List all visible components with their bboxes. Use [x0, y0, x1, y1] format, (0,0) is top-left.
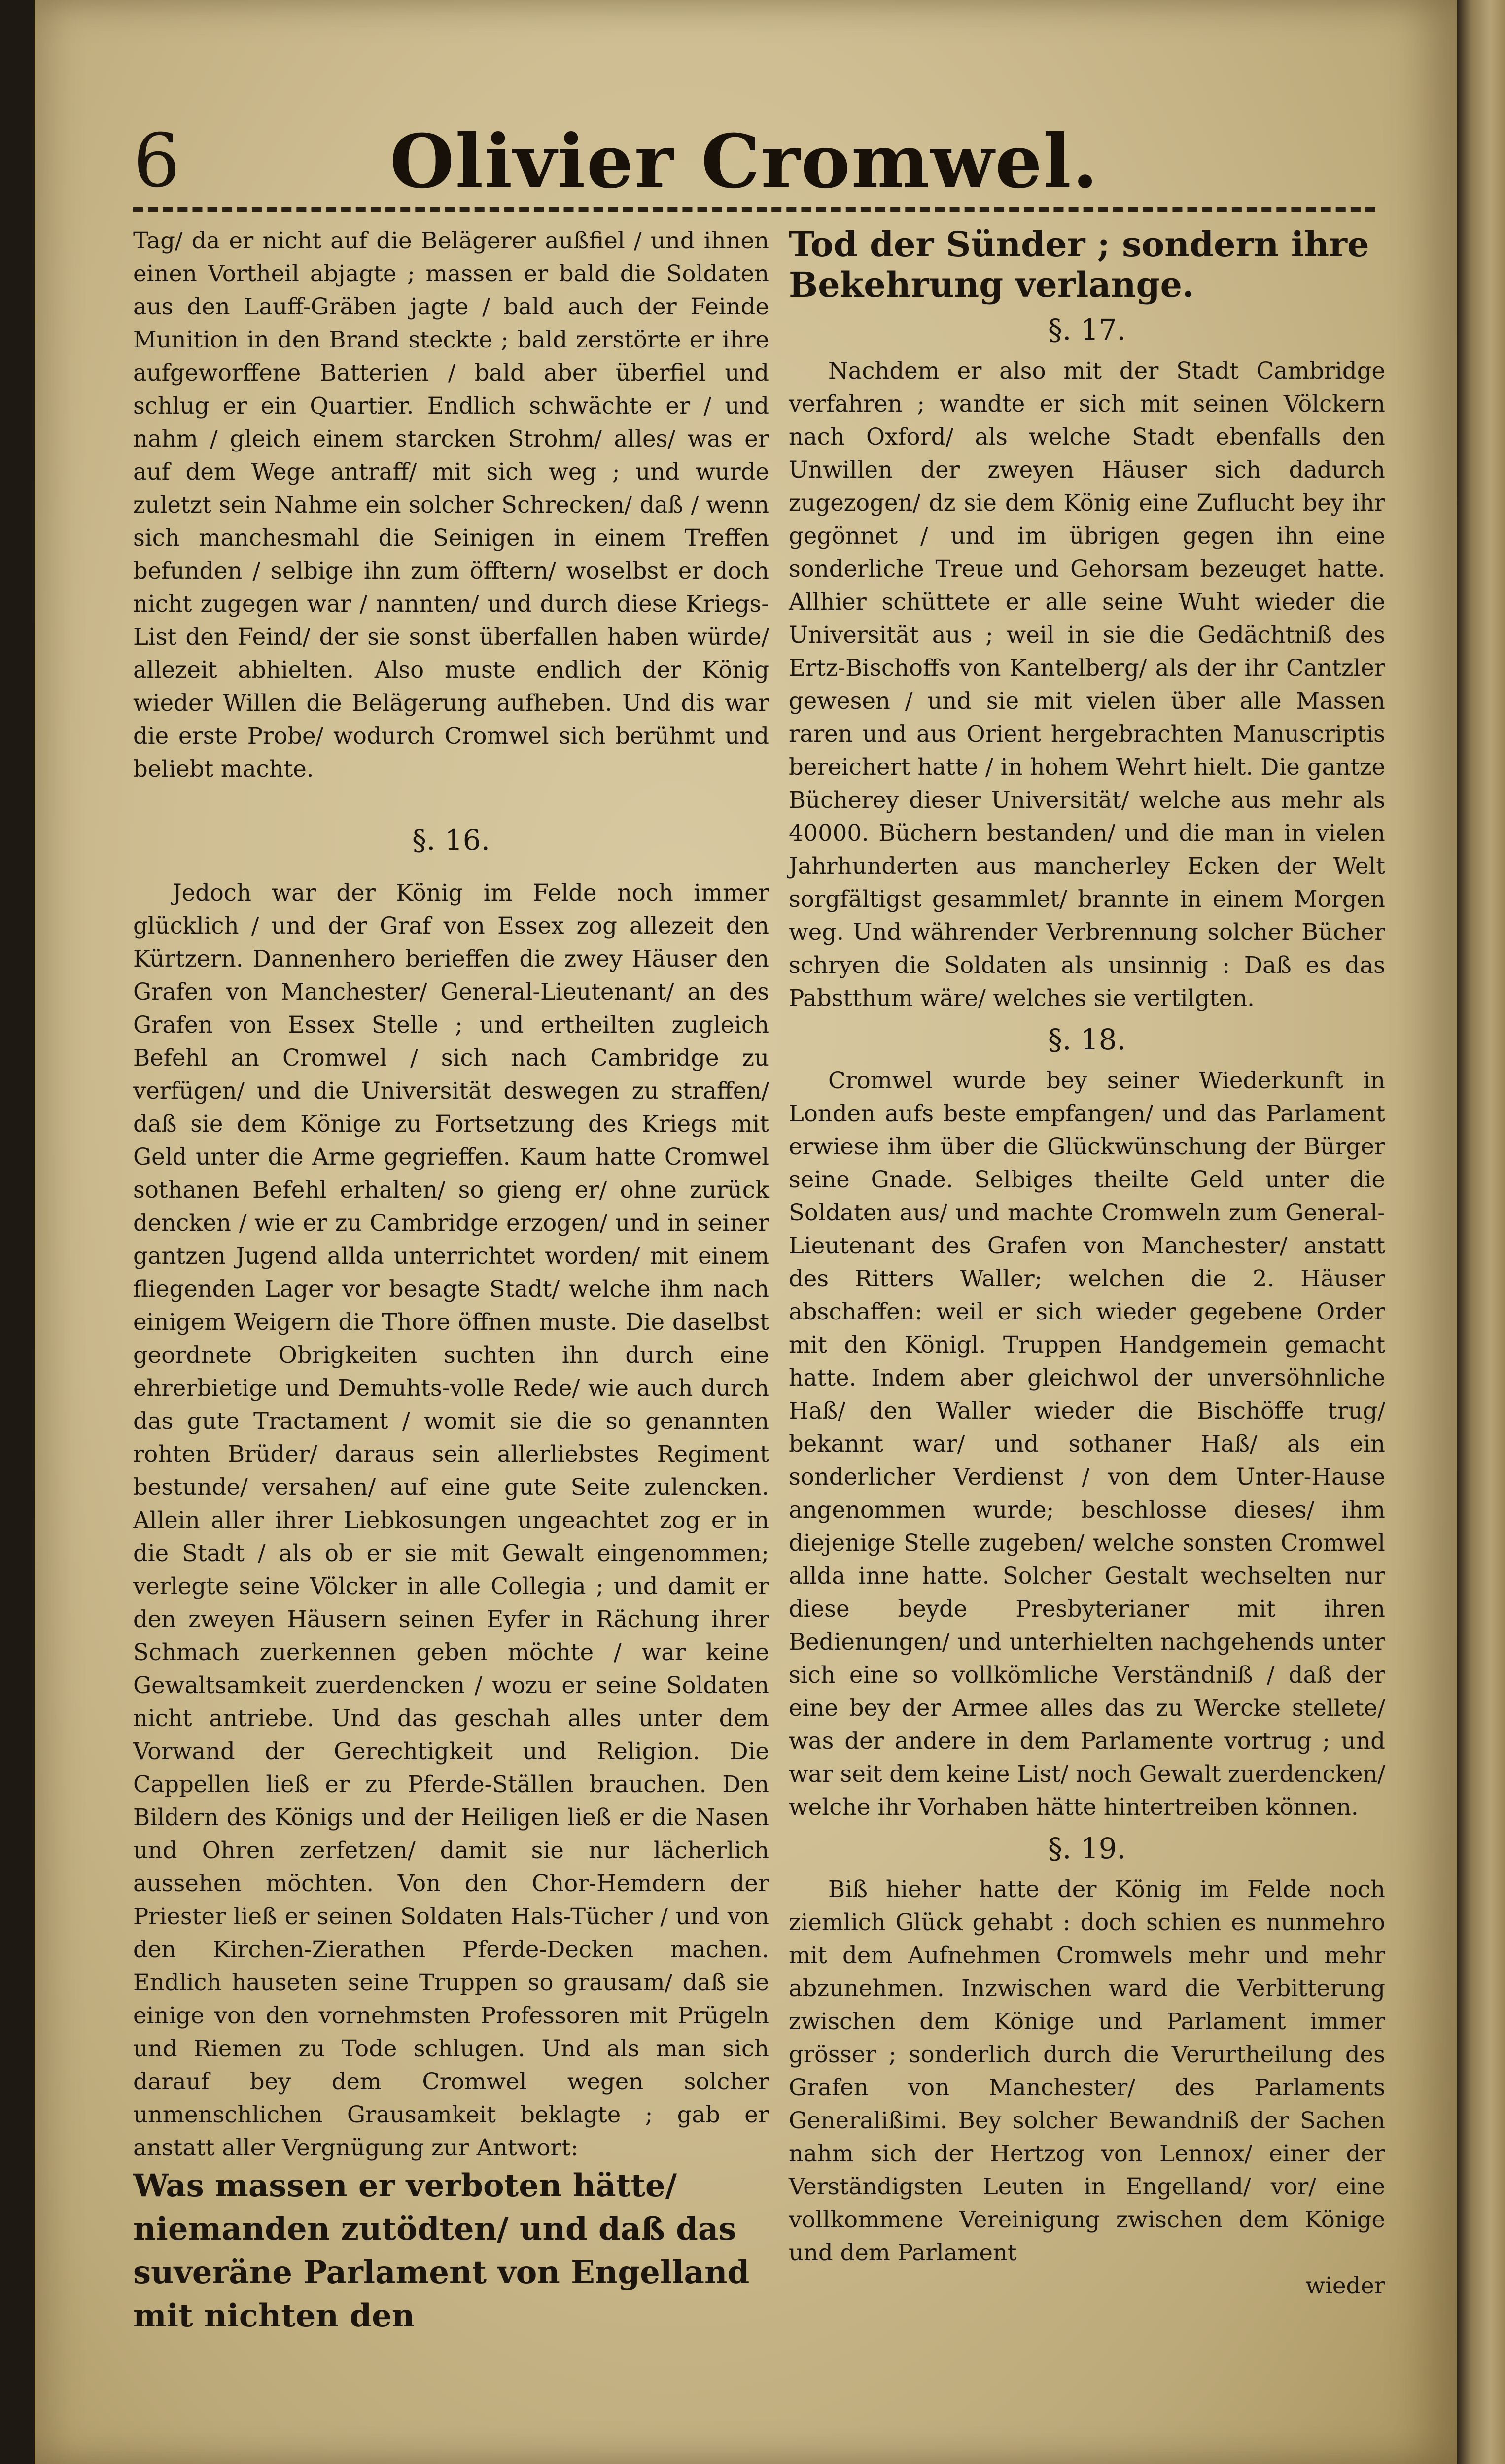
left-column — [133, 224, 769, 2338]
right-column — [789, 224, 1385, 2302]
section-18-heading: §. 18. — [1048, 1023, 1126, 1056]
paragraph-cambridge: Jedoch war der König im Felde noch immer glücklich / und der Graf von Essex zog allezeit den Kürtzern. Dannenhero berieffen die zwey Häuser den Grafen von Manchester/ General-Lieutenant/ an des Grafen von Essex Stelle ; und ertheilten zugleich Befehl an Cromwel / sich nach Cambridge zu verfügen/ und die Universität deswegen zu straffen/ daß sie dem Könige zu Fortsetzung des Kriegs mit Geld unter die Arme gegrieffen. Kaum hatte Cromwel sothanen Befehl erhalten/ so gieng er/ ohne zurück dencken / wie er zu Cambridge erzogen/ und in seiner gantzen Jugend allda unterrichtet worden/ mit einem fliegenden Lager vor besagte Stadt/ welche ihm nach einigem Weigern die Thore öffnen muste. Die daselbst geordnete Obrigkeiten suchten ihn durch eine ehrerbietige und Demuhts-volle Rede/ wie auch durch das gute Tractament / womit sie die so genannten rohten Brüder/ daraus sein allerliebstes Regiment bestunde/ versahen/ auf eine gute Seite zulencken. Allein aller ihrer Liebkosungen ungeachtet zog er in die Stadt / als ob er sie mit Gewalt eingenommen; verlegte seine Völcker in alle Collegia ; und damit er den zweyen Häusern seinen Eyfer in Rächung ihrer Schmach zuerkennen geben möchte / war keine Gewaltsamkeit zuerdencken / wozu er seine Soldaten nicht antriebe. Und das geschah alles unter dem Vorwand der Gerechtigkeit und Religion. Die Cappellen ließ er zu Pferde-Ställen brauchen. Den Bildern des Königs und der Heiligen ließ er die Nasen und Ohren zerfetzen/ damit sie nur lächerlich aussehen möchten. Von den Chor-Hemdern der Priester ließ er seinen Soldaten Hals-Tücher / und von den Kirchen-Zierathen Pferde-Decken machen. Endlich hauseten seine Truppen so grausam/ daß sie einige von den vornehmsten Professoren mit Prügeln und Riemen zu Tode schlugen. Und als man sich darauf bey dem Cromwel wegen solcher unmenschlichen Grausamkeit beklagte ; gab er anstatt aller Vergnügung zur Antwort: — [133, 879, 769, 2161]
paragraph-siege: Tag/ da er nicht auf die Belägerer außfiel / und ihnen einen Vortheil abjagte ; massen er bald die Soldaten aus den Lauff-Gräben jagte / bald auch der Feinde Munition in den Brand steckte ; bald zerstörte er ihre aufgeworffene Batterien / bald aber überfiel und schlug er ein Quartier. Endlich schwächte er / und nahm / gleich einem starcken Strohm/ alles/ was er auf dem Wege antraff/ mit sich weg ; und wurde zuletzt sein Nahme ein solcher Schrecken/ daß / wenn sich manchesmahl die Seinigen in einem Treffen befunden / selbige ihn zum öfftern/ woselbst er doch nicht zugegen war / nannten/ und durch diese Kriegs-List den Feind/ der sie sonst überfallen haben würde/ allezeit abhielten. Also muste endlich der König wieder Willen die Belägerung aufheben. Und dis war die erste Probe/ wodurch Cromwel sich berühmt und beliebt machte. — [133, 227, 769, 782]
catchword: wieder — [1305, 2272, 1385, 2299]
header-rule — [133, 207, 1375, 212]
paragraph-london: Cromwel wurde bey seiner Wiederkunft in Londen aufs beste empfangen/ und das Parlament erwiese ihm über die Glückwünschung der Bürger seine Gnade. Selbiges theilte Geld unter die Soldaten aus/ und machte Cromweln zum General-Lieutenant des Grafen von Manchester/ anstatt des Ritters Waller; welchen die 2. Häuser abschaffen: weil er sich wieder gegebene Order mit den Königl. Truppen Handgemein gemacht hatte. Indem aber gleichwol der unversöhnliche Haß/ den Waller wieder die Bischöffe trug/ bekannt war/ und sothaner Haß/ als ein sonderlicher Verdienst / von dem Unter-Hause angenommen wurde; beschlosse dieses/ ihm diejenige Stelle zugeben/ welche sonsten Cromwel allda inne hatte. Solcher Gestalt wechselten nur diese beyde Presbyterianer mit ihren Bedienungen/ und unterhielten nachgehends unter sich eine so vollkömliche Verständniß / daß der eine bey der Armee alles das zu Wercke stellete/ was der andere in dem Parlamente vortrug ; und war seit dem keine List/ noch Gewalt zuerdencken/ welche ihr Vorhaben hätte hintertreiben können. — [789, 1067, 1385, 1820]
paragraph-answer: Was massen er verboten hätte/ niemanden zutödten/ und daß das suveräne Parlament von Engelland mit nichten den — [133, 2167, 750, 2334]
page-number: 6 — [133, 118, 180, 204]
paragraph-oxford: Nachdem er also mit der Stadt Cambridge verfahren ; wandte er sich mit seinen Völckern nach Oxford/ als welche Stadt ebenfalls den Unwillen der zweyen Häuser sich dadurch zugezogen/ dz sie dem König eine Zuflucht bey ihr gegönnet / und im übrigen gegen ihn eine sonderliche Treue und Gehorsam bezeuget hatte. Allhier schüttete er alle seine Wuht wieder die Universität aus ; weil in sie die Gedächtniß des Ertz-Bischoffs von Kantelberg/ als der ihr Cantzler gewesen / und sie mit vielen über alle Massen raren und aus Orient hergebrachten Manuscriptis bereichert hatte / in hohem Wehrt hielt. Die gantze Bücherey dieser Universität/ welche aus mehr als 40000. Büchern bestanden/ und die man in vielen Jahrhunderten aus mancherley Ecken der Welt sorgfältigst gesammlet/ brannte in einem Morgen weg. Und währender Verbrennung solcher Bücher schryen die Soldaten als unsinnig : Daß es das Pabstthum wäre/ welches sie vertilgten. — [789, 357, 1385, 1011]
continuation-text: Tod der Sünder ; sondern ihre Bekehrung verlange. — [789, 224, 1369, 305]
section-16-heading: §. 16. — [412, 823, 490, 857]
section-17-heading: §. 17. — [1048, 313, 1126, 347]
page-header — [89, 118, 1400, 217]
paragraph-lennox: Biß hieher hatte der König im Felde noch ziemlich Glück gehabt : doch schien es nunmehro mit dem Aufnehmen Cromwels mehr und mehr abzunehmen. Inzwischen ward die Verbitterung zwischen dem Könige und Parlament immer grösser ; sonderlich durch die Verurtheilung des Grafen von Manchester/ des Parlaments Generalißimi. Bey solcher Bewandniß der Sachen nahm sich der Hertzog von Lennox/ einer der Verständigsten Leuten in Engelland/ vor/ eine vollkommene Vereinigung zwischen dem Könige und dem Parlament — [789, 1876, 1385, 2266]
running-title: Olivier Cromwel. — [389, 118, 1099, 205]
section-19-heading: §. 19. — [1048, 1832, 1126, 1865]
facing-page-edge — [1457, 0, 1505, 2464]
